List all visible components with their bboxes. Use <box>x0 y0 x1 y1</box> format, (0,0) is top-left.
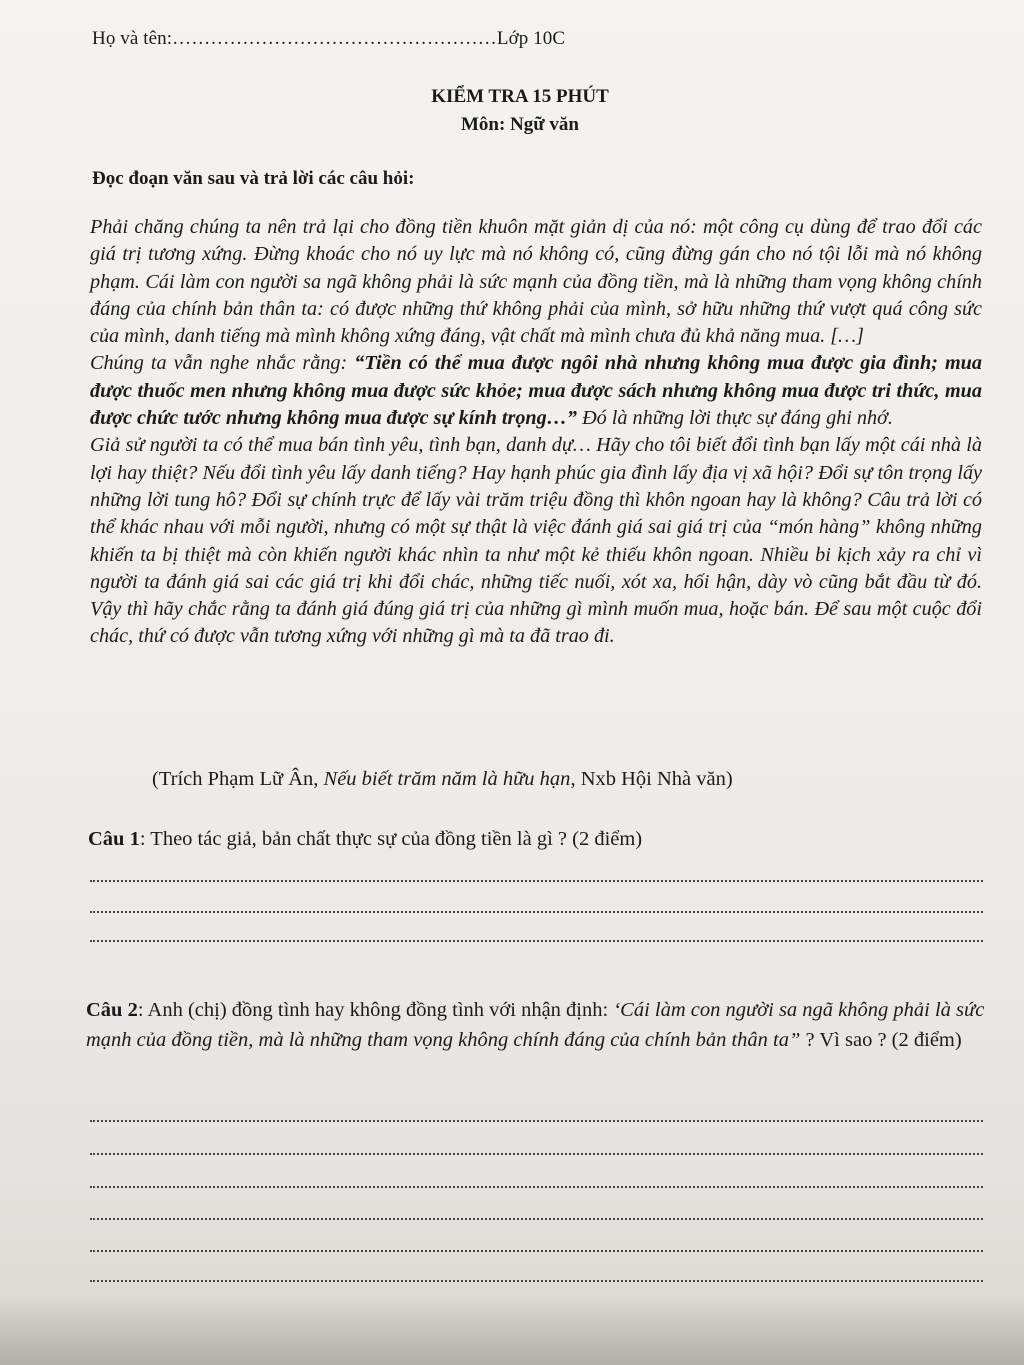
source-book-title: Nếu biết trăm năm là hữu hạn <box>323 768 571 790</box>
exam-title: KIỂM TRA 15 PHÚT <box>431 86 609 107</box>
photo-shadow <box>0 1295 1024 1365</box>
answer-line[interactable] <box>90 940 983 942</box>
question-1 <box>88 824 978 854</box>
question-2 <box>86 995 1001 1055</box>
answer-line[interactable] <box>90 1186 983 1188</box>
passage-paragraph-1: Phải chăng chúng ta nên trả lại cho đồng tiền khuôn mặt giản dị của nó: một công cụ dùng để trao đổi các giá trị tương xứng. Đừng khoác cho nó uy lực mà nó không có, cũng đừng gán cho nó tội lỗi mà nó không phạm. Cái làm con người sa ngã không phải là sức mạnh của đồng tiền, mà là những tham vọng không chính đáng của chính bản thân ta: có được những thứ không phải của mình, sở hữu những thứ vượt quá công sức của mình, danh tiếng mà mình không xứng đáng, vật chất mà mình chưa đủ khả năng mua. […] <box>90 216 982 348</box>
passage-p2-intro: Chúng ta vẫn nghe nhắc rằng: <box>90 352 355 375</box>
passage-p2-quote: “Tiền có thể mua được ngôi nhà nhưng không mua được gia đình; mua được thuốc men nhưng không mua được sức khỏe; mua được sách nhưng không mua được tri thức, mua được chức tước nhưng không mua được sự kính trọng…” <box>90 352 982 430</box>
passage-paragraph-2 <box>90 350 982 432</box>
question-1-label: Câu 1 <box>88 828 140 850</box>
student-header <box>92 28 565 50</box>
source-suffix: , Nxb Hội Nhà văn) <box>570 768 733 790</box>
question-2-quote: ‘Cái làm con người sa ngã không phải là sức mạnh của đồng tiền, mà là những tham vọng không chính đáng của chính bản thân ta” <box>86 999 985 1051</box>
answer-line[interactable] <box>90 1218 983 1220</box>
answer-line[interactable] <box>90 1153 983 1155</box>
reading-instruction: Đọc đoạn văn sau và trả lời các câu hỏi: <box>92 168 415 189</box>
answer-line[interactable] <box>90 1280 983 1282</box>
name-label: Họ và tên: <box>92 28 173 49</box>
question-2-text-end: ? Vì sao ? (2 điểm) <box>800 1029 962 1051</box>
passage-source <box>152 768 733 791</box>
answer-line[interactable] <box>90 880 983 882</box>
question-2-text-start: : Anh (chị) đồng tình hay không đồng tình với nhận định: <box>137 999 614 1021</box>
reading-passage <box>90 214 982 651</box>
answer-line[interactable] <box>90 911 983 913</box>
exam-subject: Môn: Ngữ văn <box>460 114 580 135</box>
passage-p2-end: Đó là những lời thực sự đáng ghi nhớ. <box>577 407 893 430</box>
name-fill-dots: …………………………………………… <box>172 28 497 49</box>
answer-line[interactable] <box>90 1120 983 1122</box>
class-label: Lớp 10C <box>496 28 566 49</box>
source-prefix: (Trích Phạm Lữ Ân, <box>152 768 324 790</box>
passage-paragraph-3: Giả sử người ta có thể mua bán tình yêu, tình bạn, danh dự… Hãy cho tôi biết đổi tình bạn lấy một cái nhà là lợi hay thiệt? Nếu đổi tình yêu lấy danh tiếng? Hay hạnh phúc gia đình lấy địa vị xã hội? Đổi sự tôn trọng lấy những lời tung hô? Đổi sự chính trực để lấy vài trăm triệu đồng thì khôn ngoan hay là không? Câu trả lời có thể khác nhau với mỗi người, nhưng có một sự thật là việc đánh giá sai giá trị của “món hàng” không những khiến ta bị thiệt mà còn khiến người khác nhìn ta như một kẻ thiếu khôn ngoan. Nhiều bi kịch xảy ra chỉ vì người ta đánh giá sai các giá trị khi đổi chác, những tiếc nuối, xót xa, hối hận, dày vò cũng bắt đầu từ đó. Vậy thì hãy chắc rằng ta đánh giá đúng giá trị của những gì mình muốn mua, hoặc bán. Để sau một cuộc đổi chác, thứ có được vẫn tương xứng với những gì mà ta đã trao đi. <box>90 434 982 648</box>
question-1-text: : Theo tác giả, bản chất thực sự của đồng tiền là gì ? (2 điểm) <box>139 828 643 850</box>
answer-line[interactable] <box>90 1250 983 1252</box>
question-2-label: Câu 2 <box>86 999 138 1021</box>
